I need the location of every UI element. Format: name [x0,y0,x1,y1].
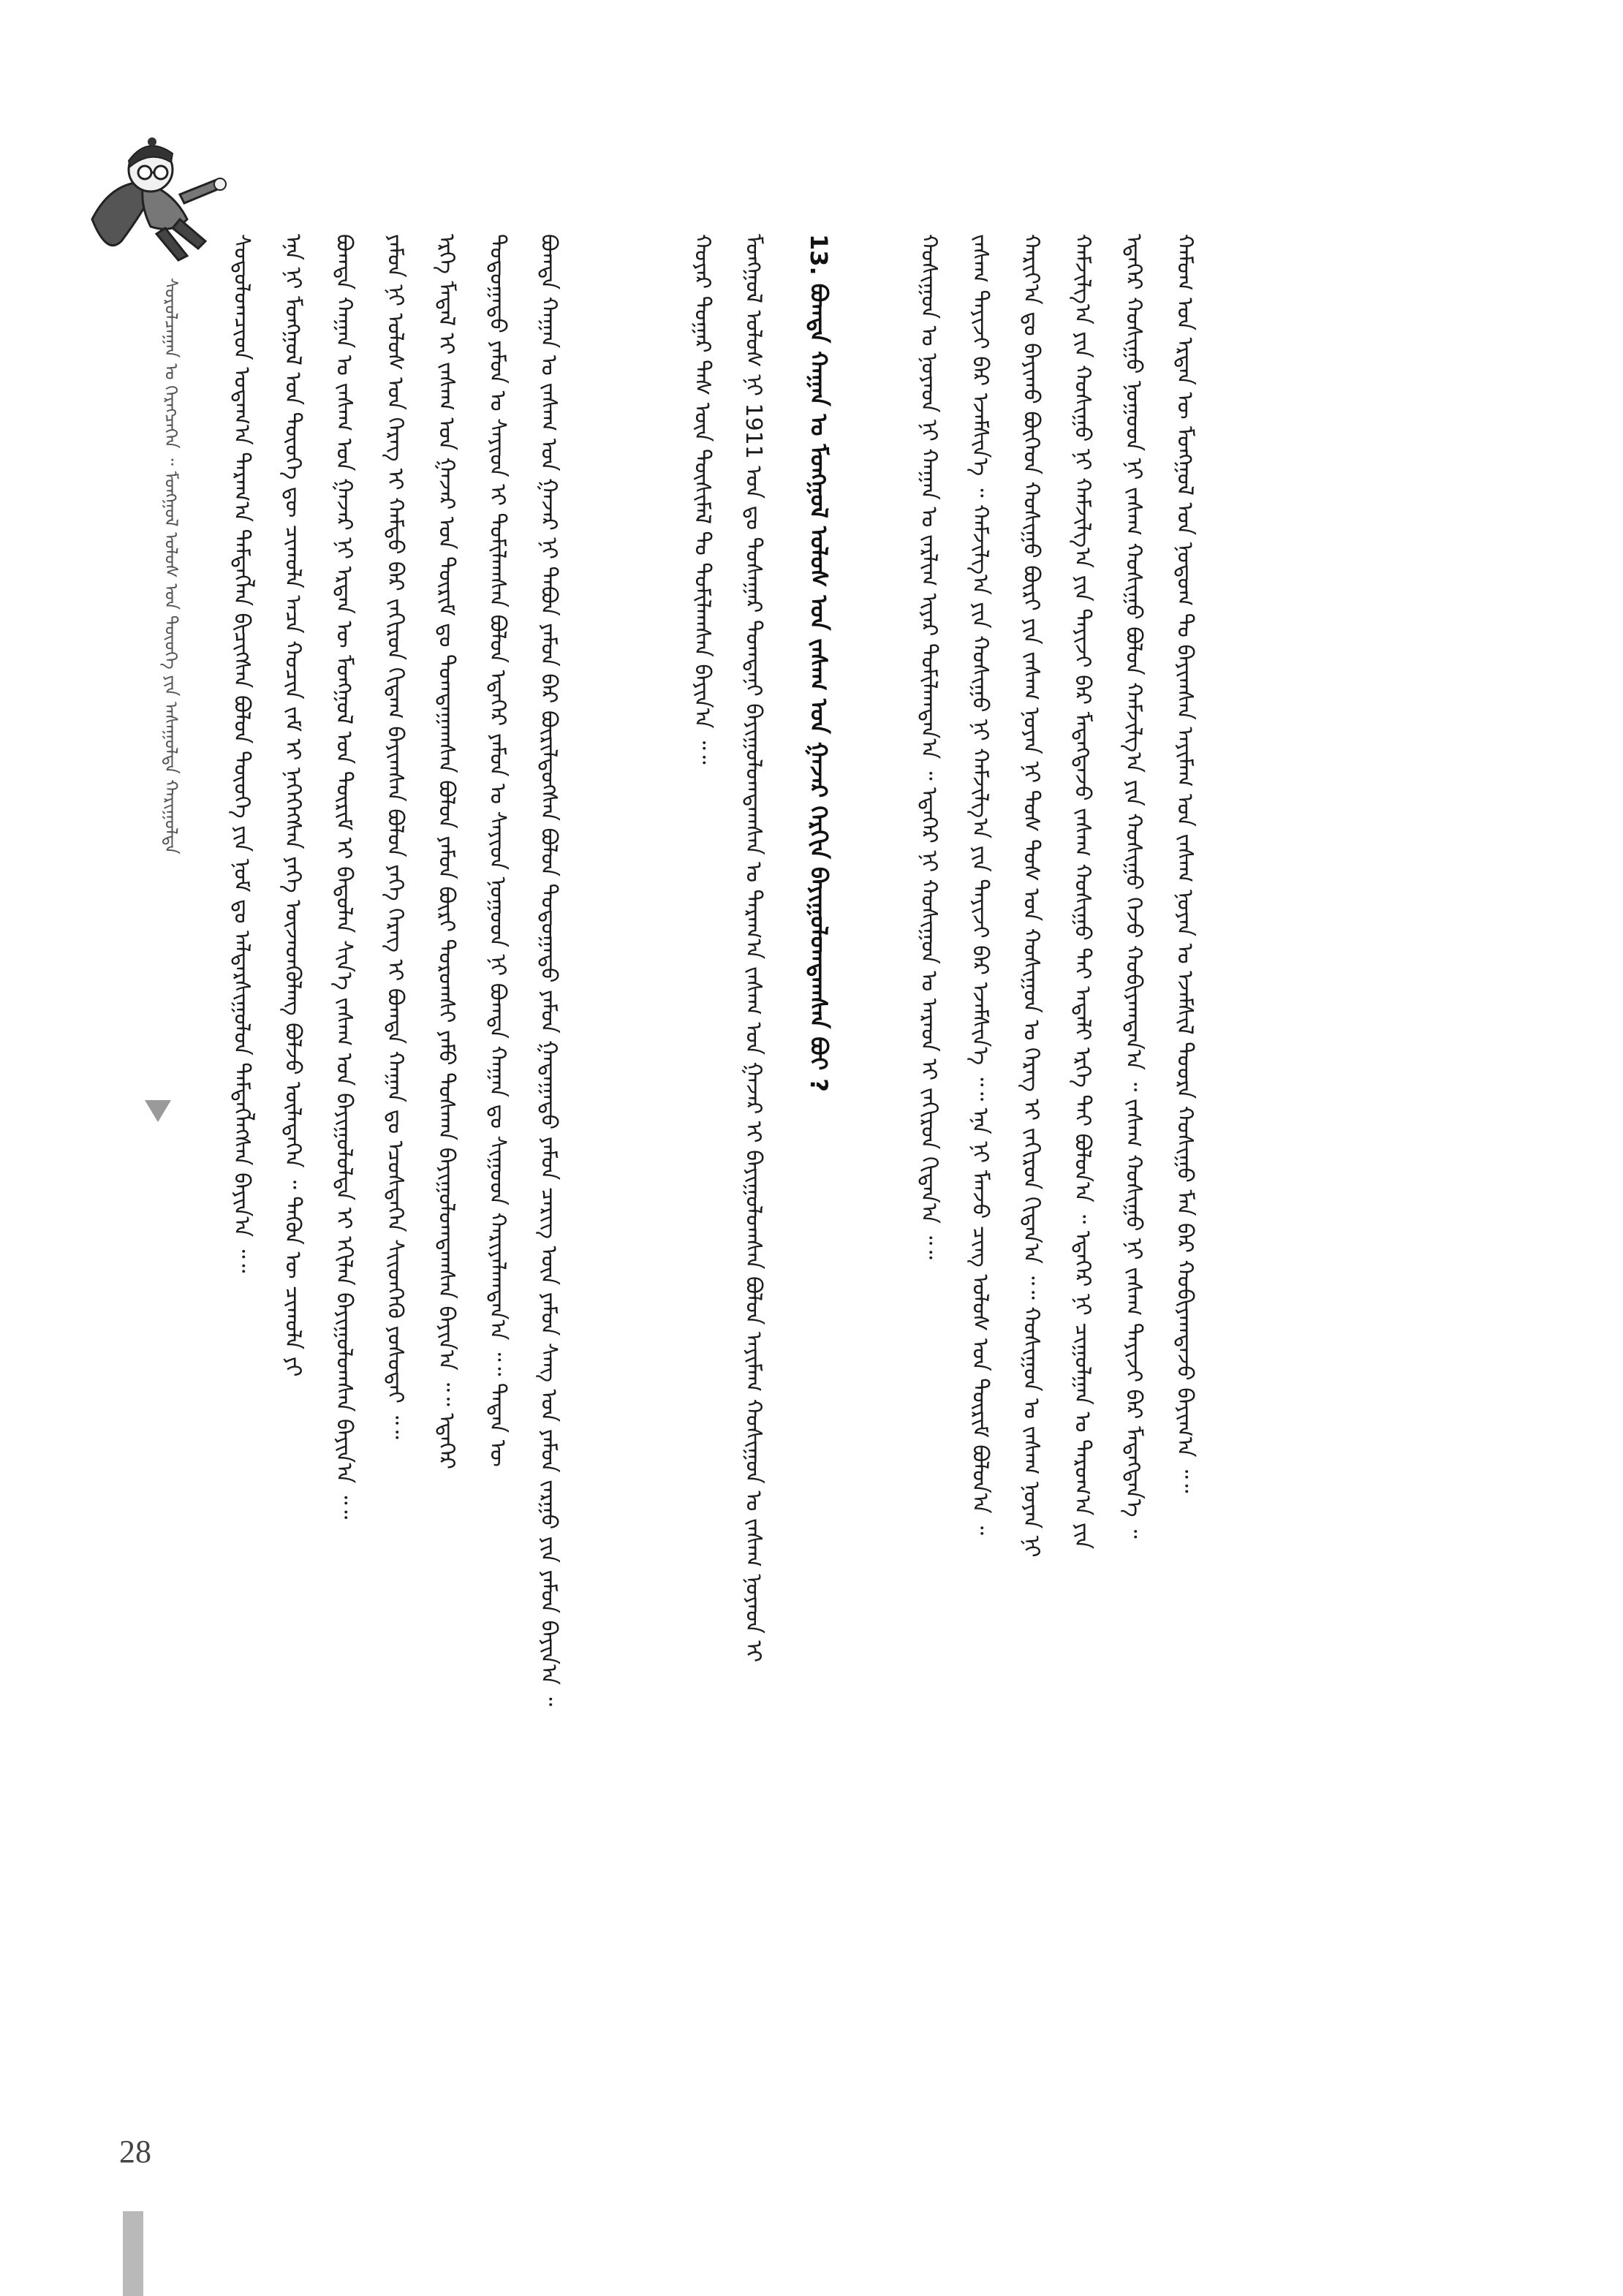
page-edge-bar [123,2211,143,2296]
text-column: ᠬᠠᠮᠤᠭ ᠤᠨ ᠡᠷᠲᠡᠨ ᠦ ᠮᠣᠩᠭᠣᠯ ᠤᠨ ᠨᠤᠲᠤᠭ ᠲᠤ ᠪᠠᠶᠢᠭᠰᠠᠨ ᠠᠶᠢᠮᠠᠭ ᠤᠨ ᠵᠠᠰᠠᠭ ᠨᠣᠶᠠᠨ ᠤ ᠡᠵᠡᠮᠰᠢᠯ ᠳᠣᠣᠷᠠ ᠬᠣᠰᠢᠭᠤ ᠮᠠᠨ ᠪᠠᠷ ᠬᠤᠪᠢᠶᠠᠭᠳᠠᠵᠤ ᠪᠠᠶᠢᠭ᠎ᠠ ᠃᠃ [1172,234,1198,1493]
text-column: ᠡᠷᠬᠡ ᠮᠡᠳᠡᠯ ᠢ ᠵᠠᠰᠠᠭ ᠤᠨ ᠭᠠᠵᠠᠷ ᠤᠨ ᠳᠦᠷᠢᠮ ᠳᠤ ᠲᠣᠭᠲᠠᠭᠠᠭᠰᠠᠨ ᠪᠣᠯᠤᠨ ᠶᠠᠮᠤᠨ ᠪᠦᠷᠢ ᠳᠣᠷᠤᠭᠰᠢ ᠶᠠᠮᠤ ᠲᠣᠰᠬᠠᠨ ᠪᠠᠶᠢᠭᠤᠯᠤᠭᠳᠠᠭᠰᠠᠨ ᠪᠠᠶᠢᠨ᠎ᠠ ᠃᠃ ᠡᠳᠡᠭᠡᠷ [434,234,459,1469]
section-heading: 13. ᠪᠣᠭᠳᠠ ᠬᠠᠭᠠᠨ ᠤ ᠮᠣᠩᠭᠣᠯ ᠤᠯᠤᠰ ᠤᠨ ᠵᠠᠰᠠᠭ ᠤᠨ ᠭᠠᠵᠠᠷ ᠬᠡᠷᠬᠢᠨ ᠪᠠᠶᠢᠭᠤᠯᠤᠭᠳᠠᠭᠰᠠᠨ ᠪᠤᠢ ? [805,234,833,1092]
text-column: ᠪᠣᠭᠳᠠ ᠬᠠᠭᠠᠨ ᠤ ᠵᠠᠰᠠᠭ ᠤᠨ ᠭᠠᠵᠠᠷ ᠨᠢ ᠡᠷᠲᠡᠨ ᠦ ᠮᠣᠩᠭᠣᠯ ᠤᠨ ᠳᠦᠷᠢᠮ ᠢ ᠪᠠᠲᠤᠯᠠᠨ ᠰᠢᠨ᠎ᠡ ᠵᠠᠰᠠᠭ ᠤᠨ ᠪᠠᠶᠢᠭᠤᠯᠤᠯᠲᠠ ᠢ ᠡᠬᠢᠯᠡᠨ ᠪᠠᠶᠢᠭᠤᠯᠤᠭᠰᠠᠨ ᠪᠠᠶᠢᠨ᠎ᠠ ᠃᠃ [331,234,357,1520]
text-column: ᠬᠣᠰᠢᠭᠤᠨ ᠤ ᠨᠣᠶᠠᠳ ᠨᠢ ᠬᠠᠭᠠᠨ ᠤ ᠵᠠᠷᠯᠢᠭ ᠢᠶᠠᠷ ᠲᠣᠮᠢᠯᠠᠭᠳᠠᠨ᠎ᠠ ᠃ ᠡᠳᠡᠭᠡᠷ ᠨᠢ ᠬᠣᠰᠢᠭᠤᠨ ᠤ ᠠᠷᠠᠳ ᠢ ᠵᠠᠬᠢᠷᠤᠨ ᠬᠢᠳᠠᠨ᠎ᠠ ᠃᠃ [916,234,942,1259]
flying-boy-mascot-icon [70,132,231,278]
running-header: ᠰᠤᠷᠤᠯᠴᠠᠭᠠᠨ ᠤ ᠬᠡᠷᠡᠭᠴᠡᠭᠡᠨ ᠃ ᠮᠣᠩᠭᠣᠯ ᠤᠯᠤᠰ ᠤᠨ ᠲᠦᠦᠬᠡ ᠶᠢᠨ ᠠᠰᠠᠭᠤᠯᠲᠠ ᠬᠠᠷᠢᠭᠤᠯᠲᠠ [161,278,181,855]
text-column: ᠪᠣᠭᠳᠠ ᠬᠠᠭᠠᠨ ᠤ ᠵᠠᠰᠠᠭ ᠤᠨ ᠭᠠᠵᠠᠷ ᠨᠢ ᠲᠠᠪᠤᠨ ᠶᠠᠮᠤᠨ ᠪᠠᠷ ᠪᠦᠷᠢᠯᠳᠦᠭᠰᠡᠨ ᠪᠣᠯᠤᠨ ᠳᠣᠲᠣᠭᠠᠳᠤ ᠶᠠᠮᠤᠨ ᠭᠠᠳᠠᠭᠠᠳᠤ ᠶᠠᠮᠤᠨ ᠴᠡᠷᠢᠭ ᠦᠨ ᠶᠠᠮᠤᠨ ᠰᠠᠩ ᠤᠨ ᠶᠠᠮᠤᠨ ᠵᠠᠷᠭᠤ ᠶᠢᠨ ᠶᠠᠮᠤᠨ ᠪᠠᠶᠢᠨ᠎ᠠ ᠃ [536,234,561,1707]
text-column: ᠳᠣᠲᠣᠭᠠᠳᠤ ᠶᠠᠮᠤᠨ ᠤ ᠰᠠᠶᠢᠳ ᠢ ᠲᠣᠮᠢᠯᠠᠭᠰᠠᠨ ᠪᠣᠯᠤᠨ ᠡᠳᠡᠭᠡᠷ ᠶᠠᠮᠤᠨ ᠤ ᠰᠠᠶᠢᠳ ᠨᠤᠭᠤᠳ ᠨᠢ ᠪᠣᠭᠳᠠ ᠬᠠᠭᠠᠨ ᠳᠤ ᠰᠢᠭᠤᠳ ᠬᠠᠷᠢᠶᠠᠯᠠᠭᠳᠠᠨ᠎ᠠ ᠃᠃ ᠲᠡᠳᠡᠨ ᠦ [485,234,510,1467]
text-column: ᠮᠣᠩᠭᠣᠯ ᠤᠯᠤᠰ ᠨᠢ 1911 ᠣᠨ ᠳᠤ ᠲᠤᠰᠠᠭᠠᠷ ᠲᠤᠭᠲᠠᠨᠢ ᠪᠠᠶᠢᠭᠤᠯᠤᠭᠳᠠᠭᠰᠠᠨ ᠤ ᠳᠠᠷᠠᠭ᠎ᠠ ᠵᠠᠰᠠᠭ ᠤᠨ ᠭᠠᠵᠠᠷ ᠢ ᠪᠠᠶᠢᠭᠤᠯᠤᠭᠰᠠᠨ ᠪᠣᠯᠤᠨ ᠠᠶᠢᠮᠠᠭ ᠬᠣᠰᠢᠭᠤᠨ ᠤ ᠵᠠᠰᠠᠭ ᠨᠣᠶᠠᠳ ᠢ [741,234,766,1663]
text-column: ᠵᠠᠰᠠᠭ ᠲᠠᠶᠢᠵᠢ ᠪᠠᠷ ᠡᠵᠡᠮᠰᠢᠨ᠎ᠡ ᠃ ᠬᠠᠮᠵᠢᠯᠭ᠎ᠠ ᠶᠢᠨ ᠬᠣᠰᠢᠭᠤ ᠨᠢ ᠬᠠᠮᠵᠢᠯᠭ᠎ᠠ ᠶᠢᠨ ᠲᠠᠶᠢᠵᠢ ᠪᠠᠷ ᠡᠵᠡᠮᠰᠢᠨ᠎ᠡ ᠃᠃ ᠡᠨᠡ ᠨᠢ ᠮᠠᠨᠵᠤ ᠴᠢᠩ ᠤᠯᠤᠰ ᠤᠨ ᠳᠦᠷᠢᠮ ᠪᠣᠯᠤᠨ᠎ᠠ ᠃ [967,234,993,1535]
text-column: ᠰᠣᠳᠤᠯᠤᠭᠴᠢᠳ ᠤᠳᠠᠭ᠎ᠠ ᠳᠠᠷᠠᠭ᠎ᠠ ᠲᠡᠮᠳᠡᠭᠯᠡᠨ ᠪᠢᠴᠢᠭᠰᠡᠨ ᠪᠣᠯᠤᠨ ᠲᠦᠦᠬᠡ ᠶᠢᠨ ᠨᠣᠮ ᠳᠤ ᠠᠯᠳᠠᠷᠰᠢᠭᠤᠯᠤᠨ ᠲᠡᠮᠳᠡᠭᠯᠡᠭᠰᠡᠨ ᠪᠠᠶᠢᠨ᠎ᠠ ᠃᠃ [229,234,254,1273]
text-column: ᠬᠠᠮᠵᠢᠯᠭ᠎ᠠ ᠶᠢᠨ ᠬᠣᠰᠢᠭᠤ ᠨᠢ ᠬᠠᠮᠵᠢᠯᠭ᠎ᠠ ᠶᠢᠨ ᠲᠠᠶᠢᠵᠢ ᠪᠠᠷ ᠮᠡᠳᠡᠭᠳᠡᠵᠦ ᠵᠠᠰᠠᠭ ᠬᠣᠰᠢᠭᠤ ᠲᠠᠢ ᠠᠳᠠᠯᠢ ᠡᠷᠬᠡ ᠲᠠᠢ ᠪᠣᠯᠤᠨ᠎ᠠ ᠃ ᠡᠳᠡᠭᠡᠷ ᠨᠢ ᠴᠢᠭᠤᠯᠭᠠᠨ ᠤ ᠳᠠᠷᠤᠭ᠎ᠠ ᠶᠢᠨ [1070,234,1095,1550]
header-arrow-icon [145,1100,171,1122]
text-column: ᠡᠨᠡ ᠨᠢ ᠮᠣᠩᠭᠣᠯ ᠤᠨ ᠲᠦᠦᠬᠡ ᠳᠦ ᠴᠢᠬᠤᠯᠠ ᠠᠴᠠ ᠬᠣᠴᠢᠨ ᠵᠠᠮ ᠢ ᠨᠡᠭᠡᠭᠡᠭᠰᠡᠨ ᠶᠡᠬᠡ ᠦᠵᠡᠳᠬᠦᠯᠡᠩ ᠪᠣᠯᠵᠤ ᠦᠯᠡᠳᠡᠭᠡᠨ ᠃ ᠲᠡᠭᠦᠨ ᠦ ᠴᠢᠬᠤᠯᠠ ᠶᠢ [280,234,306,1377]
text-column: ᠬᠣᠶᠠᠷ ᠳᠤᠭᠠᠷ ᠳᠡᠰ ᠦᠨ ᠲᠦᠰᠢᠮᠡᠯ ᠲᠤ ᠲᠣᠮᠢᠯᠠᠭᠰᠠᠨ ᠪᠠᠶᠢᠨ᠎ᠠ ᠃᠃ [689,234,715,765]
text-column: ᠬᠠᠷᠢᠶ᠎ᠠ ᠳᠤ ᠪᠠᠶᠢᠬᠤ ᠪᠥᠭᠡᠳ ᠬᠣᠰᠢᠭᠤ ᠪᠦᠷᠢ ᠶᠢᠨ ᠵᠠᠰᠠᠭ ᠨᠣᠶᠠᠨ ᠨᠢ ᠲᠤᠰ ᠲᠤᠰ ᠤᠨ ᠬᠣᠰᠢᠭᠤᠨ ᠤ ᠬᠡᠷᠡᠭ ᠢ ᠵᠠᠬᠢᠷᠤᠨ ᠬᠢᠳᠠᠨ᠎ᠠ ᠃᠃ ᠬᠣᠰᠢᠭᠤᠨ ᠤ ᠵᠠᠰᠠᠭ ᠨᠣᠶᠠᠨ ᠨᠢ [1018,234,1044,1558]
text-column: ᠡᠳᠡᠭᠡᠷ ᠬᠣᠰᠢᠭᠤ ᠨᠤᠭᠤᠳ ᠨᠢ ᠵᠠᠰᠠᠭ ᠬᠣᠰᠢᠭᠤ ᠪᠣᠯᠤᠨ ᠬᠠᠮᠵᠢᠯᠭ᠎ᠠ ᠶᠢᠨ ᠬᠣᠰᠢᠭᠤ ᠭᠡᠵᠦ ᠬᠤᠪᠢᠶᠠᠭᠳᠠᠨ᠎ᠠ ᠃ ᠵᠠᠰᠠᠭ ᠬᠣᠰᠢᠭᠤ ᠨᠢ ᠵᠠᠰᠠᠭ ᠲᠠᠶᠢᠵᠢ ᠪᠠᠷ ᠮᠡᠳᠡᠭᠳᠡᠨ᠎ᠡ ᠃ [1121,234,1146,1539]
page-number: 28 [119,2134,151,2170]
text-column: ᠶᠠᠮᠤᠨ ᠨᠢ ᠤᠯᠤᠰ ᠤᠨ ᠬᠡᠷᠡᠭ ᠢ ᠬᠠᠮᠲᠤ ᠪᠠᠷ ᠵᠠᠬᠢᠷᠤᠨ ᠬᠢᠳᠠᠭ ᠪᠠᠶᠢᠭᠰᠠᠨ ᠪᠣᠯᠤᠨ ᠶᠡᠬᠡ ᠬᠡᠷᠡᠭ ᠢ ᠪᠣᠭᠳᠠ ᠬᠠᠭᠠᠨ ᠳᠤ ᠡᠴᠦᠰᠲᠡᠭᠡᠨ ᠰᠢᠢᠳᠬᠡᠬᠦ ᠶᠣᠰᠣᠲᠠᠢ ᠃᠃ [382,234,408,1439]
